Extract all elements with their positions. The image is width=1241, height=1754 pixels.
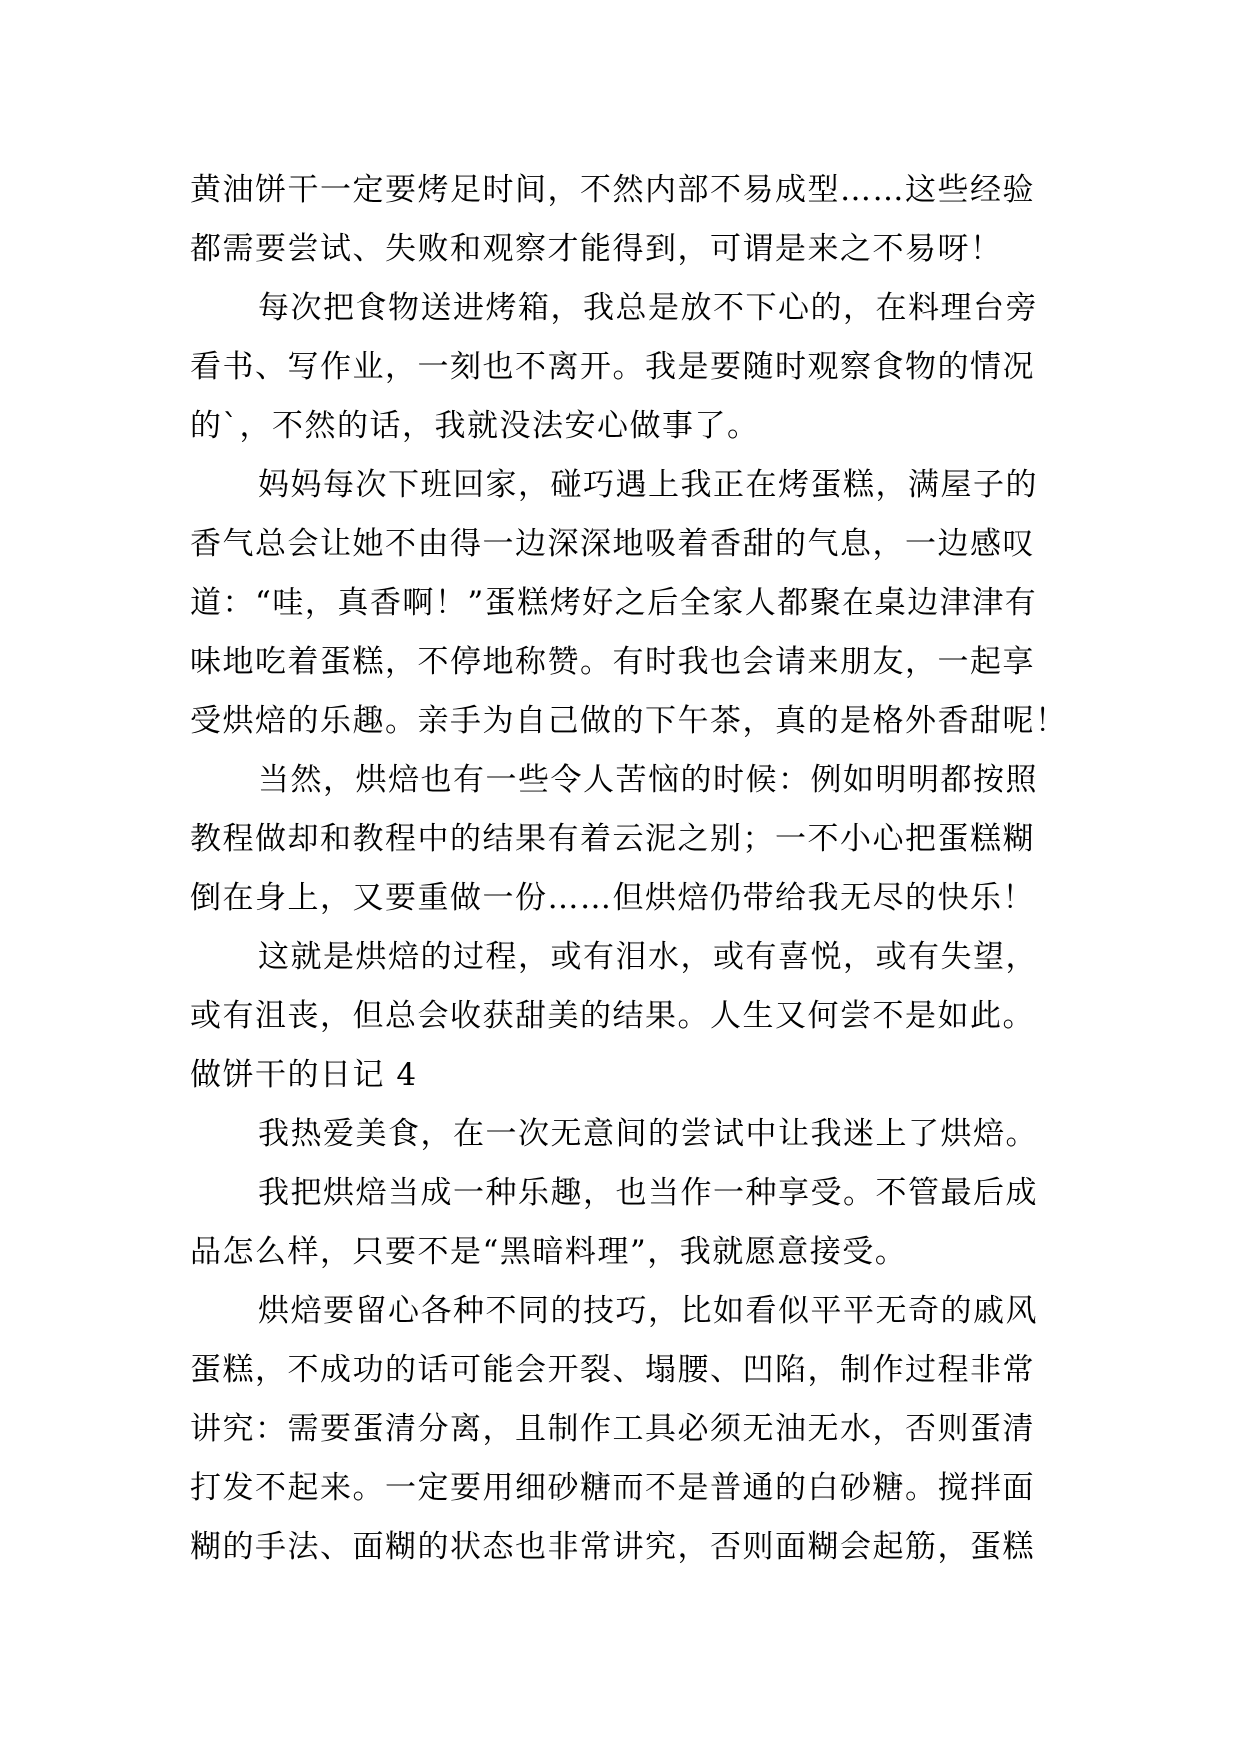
paragraph-start-line: 我热爱美食，在一次无意间的尝试中让我迷上了烘焙。 [258, 1116, 1038, 1152]
text-line: 讲究：需要蛋清分离，且制作工具必须无油无水，否则蛋清 [190, 1411, 1035, 1447]
paragraph-start-line: 我把烘焙当成一种乐趣，也当作一种享受。不管最后成 [258, 1175, 1038, 1211]
text-line: 教程做却和教程中的结果有着云泥之别；一不小心把蛋糕糊 [190, 821, 1035, 857]
paragraph-start-line: 这就是烘焙的过程，或有泪水，或有喜悦，或有失望， [258, 939, 1038, 975]
text-line: 打发不起来。一定要用细砂糖而不是普通的白砂糖。搅拌面 [190, 1470, 1035, 1506]
text-line: 蛋糕，不成功的话可能会开裂、塌腰、凹陷，制作过程非常 [190, 1352, 1035, 1388]
paragraph-start-line: 每次把食物送进烤箱，我总是放不下心的，在料理台旁 [258, 290, 1038, 326]
document-body [190, 161, 1070, 1577]
text-line: 道：“哇，真香啊！”蛋糕烤好之后全家人都聚在桌边津津有 [190, 585, 1038, 621]
text-line: 都需要尝试、失败和观察才能得到，可谓是来之不易呀！ [190, 231, 1003, 267]
text-line: 倒在身上，又要重做一份……但烘焙仍带给我无尽的快乐！ [190, 880, 1035, 916]
text-line: 品怎么样，只要不是“黑暗料理”，我就愿意接受。 [190, 1234, 908, 1270]
text-line: 糊的手法、面糊的状态也非常讲究，否则面糊会起筋，蛋糕 [190, 1529, 1035, 1565]
paragraph-start-line: 烘焙要留心各种不同的技巧，比如看似平平无奇的戚风 [258, 1293, 1038, 1329]
text-line: 味地吃着蛋糕，不停地称赞。有时我也会请来朋友，一起享 [190, 644, 1035, 680]
paragraph-start-line: 当然，烘焙也有一些令人苦恼的时候：例如明明都按照 [258, 762, 1038, 798]
text-line: 或有沮丧，但总会收获甜美的结果。人生又何尝不是如此。 [190, 998, 1035, 1034]
section-heading: 做饼干的日记 4 [190, 1057, 418, 1093]
text-line: 受烘焙的乐趣。亲手为自己做的下午茶，真的是格外香甜呢！ [190, 703, 1068, 739]
text-line: 黄油饼干一定要烤足时间，不然内部不易成型……这些经验 [190, 172, 1035, 208]
text-line: 看书、写作业，一刻也不离开。我是要随时观察食物的情况 [190, 349, 1035, 385]
paragraph-start-line: 妈妈每次下班回家，碰巧遇上我正在烤蛋糕，满屋子的 [258, 467, 1038, 503]
text-line: 香气总会让她不由得一边深深地吸着香甜的气息，一边感叹 [190, 526, 1035, 562]
text-line: 的`，不然的话，我就没法安心做事了。 [190, 408, 760, 444]
